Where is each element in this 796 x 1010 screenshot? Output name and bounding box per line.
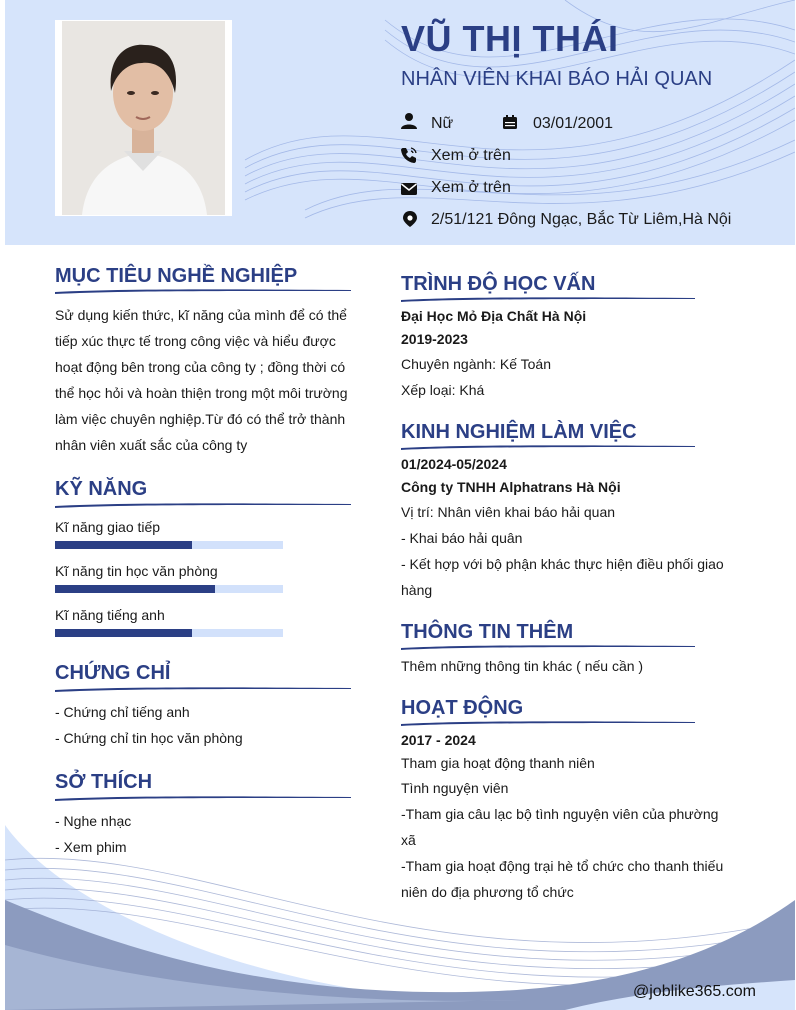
skill-label: Kĩ năng tin học văn phòng: [55, 563, 218, 579]
calendar-icon: [502, 114, 518, 130]
birthday-value: 03/01/2001: [533, 115, 614, 132]
skill-bar-fill: [55, 629, 192, 637]
cv-page: [5, 0, 795, 1010]
hobbies-title: SỞ THÍCH: [55, 771, 153, 793]
activity-line: -Tham gia câu lạc bộ tình nguyện viên của phường: [401, 806, 719, 822]
activity-line: Tình nguyện viên: [401, 780, 509, 796]
activities-period: 2017 - 2024: [401, 732, 476, 748]
user-icon: [400, 112, 418, 130]
phone-icon: [400, 146, 418, 164]
objective-text: Sử dụng kiến thức, kĩ năng của mình để có thể tiếp xúc thực tế trong công việc và hiểu được hoạt động bên trong của công ty ; đồng thời có thể học hỏi và hoàn thiện trong một môi trường làm việc chuyên nghiệp.Từ đó có thể trở thành nhân viên xuất sắc của công ty: [55, 307, 348, 453]
activity-line: xã: [401, 832, 416, 848]
hobby-item: - Xem phim: [55, 839, 127, 855]
job-title: NHÂN VIÊN KHAI BÁO HẢI QUAN: [401, 68, 713, 90]
activity-line: niên do địa phương tổ chức: [401, 884, 574, 900]
location-pin-icon: [401, 210, 419, 228]
skill-bar-track: [55, 629, 283, 637]
education-major: Chuyên ngành: Kế Toán: [401, 356, 551, 372]
extra-info-text: Thêm những thông tin khác ( nếu cần ): [401, 658, 644, 674]
hobbies-divider: [55, 793, 351, 801]
envelope-icon: [400, 180, 418, 198]
profile-photo: [62, 21, 225, 215]
experience-title: KINH NGHIỆM LÀM VIỆC: [401, 421, 637, 443]
experience-position: Vị trí: Nhân viên khai báo hải quan: [401, 504, 616, 520]
certificates-title: CHỨNG CHỈ: [55, 662, 171, 684]
skill-label: Kĩ năng tiếng anh: [55, 607, 165, 623]
objective-title: MỤC TIÊU NGHỀ NGHIỆP: [55, 265, 298, 287]
activity-line: -Tham gia hoạt động trại hè tổ chức cho thanh thiếu: [401, 858, 724, 874]
extra-info-title: THÔNG TIN THÊM: [401, 621, 574, 643]
experience-duty-continued: hàng: [401, 582, 433, 598]
candidate-name: VŨ THỊ THÁI: [401, 18, 619, 59]
address-value: 2/51/121 Đông Ngạc, Bắc Từ Liêm,Hà Nội: [431, 211, 732, 228]
hobby-item: - Nghe nhạc: [55, 813, 132, 829]
skills-title: KỸ NĂNG: [55, 478, 148, 500]
gender-value: Nữ: [431, 115, 454, 132]
activity-line: Tham gia hoạt động thanh niên: [401, 755, 595, 771]
experience-divider: [401, 442, 695, 450]
objective-divider: [55, 286, 351, 294]
email-value: Xem ở trên: [431, 179, 511, 196]
experience-period: 01/2024-05/2024: [401, 456, 507, 472]
skill-bar-fill: [55, 585, 215, 593]
experience-duty: - Khai báo hải quân: [401, 530, 523, 546]
certificate-item: - Chứng chỉ tin học văn phòng: [55, 730, 243, 746]
certificate-item: - Chứng chỉ tiếng anh: [55, 704, 190, 720]
phone-value: Xem ở trên: [431, 147, 511, 164]
footer-wave-decoration: [5, 800, 795, 1010]
education-title: TRÌNH ĐỘ HỌC VẤN: [401, 273, 596, 295]
activities-title: HOẠT ĐỘNG: [401, 697, 524, 719]
education-school: Đại Học Mỏ Địa Chất Hà Nội: [401, 308, 587, 324]
education-years: 2019-2023: [401, 331, 468, 347]
certificates-divider: [55, 684, 351, 692]
experience-duty: - Kết hợp với bộ phận khác thực hiện điều phối giao: [401, 556, 724, 572]
watermark: @joblike365.com: [633, 983, 756, 1000]
skill-label: Kĩ năng giao tiếp: [55, 519, 161, 535]
extra-info-divider: [401, 642, 695, 650]
education-divider: [401, 294, 695, 302]
skills-divider: [55, 500, 351, 508]
experience-company: Công ty TNHH Alphatrans Hà Nội: [401, 479, 621, 495]
skill-bar-track: [55, 541, 283, 549]
activities-divider: [401, 718, 695, 726]
skill-bar-fill: [55, 541, 192, 549]
education-rank: Xếp loại: Khá: [401, 382, 485, 398]
skill-bar-track: [55, 585, 283, 593]
